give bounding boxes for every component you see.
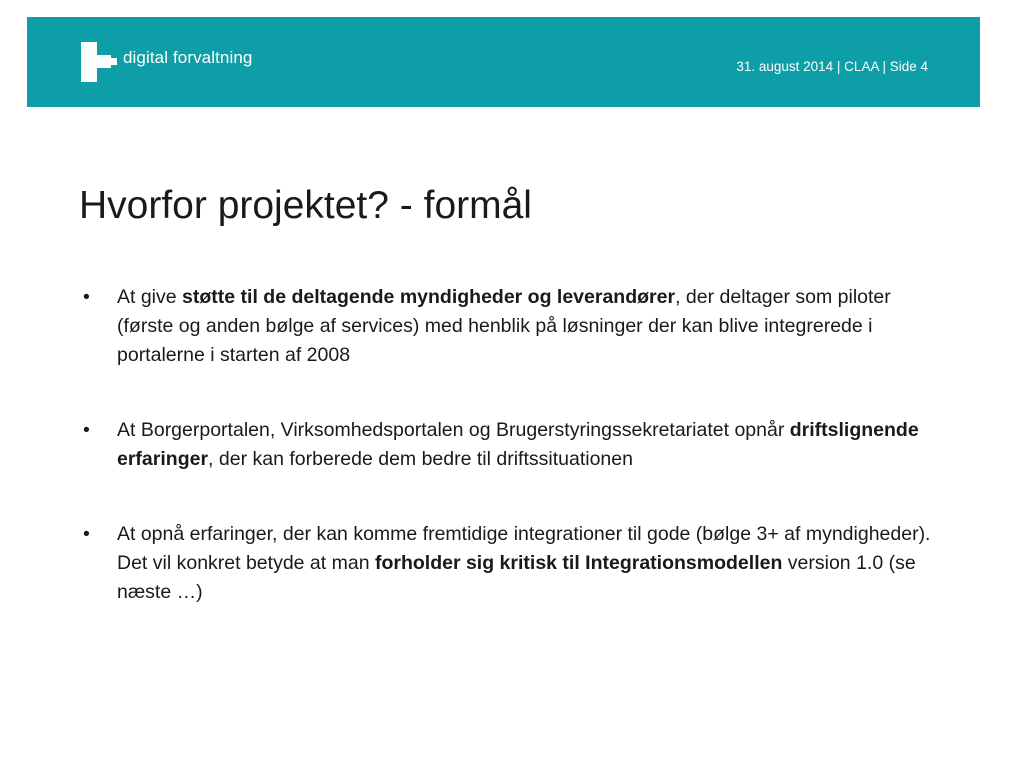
bullet-text: At Borgerportalen, Virksomhedsportalen og Brugerstyringssekretariatet opnår (117, 419, 790, 441)
bullet-text: , der kan forberede dem bedre til driftssituationen (208, 448, 633, 470)
digital-forvaltning-logo-icon (81, 42, 117, 82)
bullet-list (79, 283, 949, 607)
bullet-marker: • (83, 523, 90, 545)
bullet-text: , der deltager som piloter (første og anden bølge af services) med henblik på løsninger der kan blive integrerede i portalerne i starten af 2008 (117, 286, 891, 366)
bullet-emphasis: forholder sig kritisk til Integrationsmodellen (374, 552, 783, 574)
bullet-item (79, 520, 949, 607)
bullet-emphasis: støtte til de deltagende myndigheder og leverandører (182, 286, 676, 308)
bullet-emphasis: driftslignende erfaringer (117, 419, 919, 470)
date-presenter-page: 31. august 2014 | CLAA | Side 4 (736, 59, 928, 74)
bullet-text: At give (117, 286, 183, 308)
bullet-text: version 1.0 (se næste …) (117, 552, 916, 603)
bullet-item (79, 416, 949, 474)
bullet-item (79, 283, 949, 370)
logo-text: digital forvaltning (123, 48, 253, 67)
slide-title: Hvorfor projektet? - formål (79, 184, 532, 227)
header-band (27, 17, 980, 107)
logo (81, 42, 252, 82)
bullet-text: At opnå erfaringer, der kan komme fremtidige integrationer til gode (bølge 3+ af myndigheder). Det vil konkret betyde at man (117, 523, 931, 574)
bullet-marker: • (83, 286, 90, 308)
bullet-marker: • (83, 419, 90, 441)
